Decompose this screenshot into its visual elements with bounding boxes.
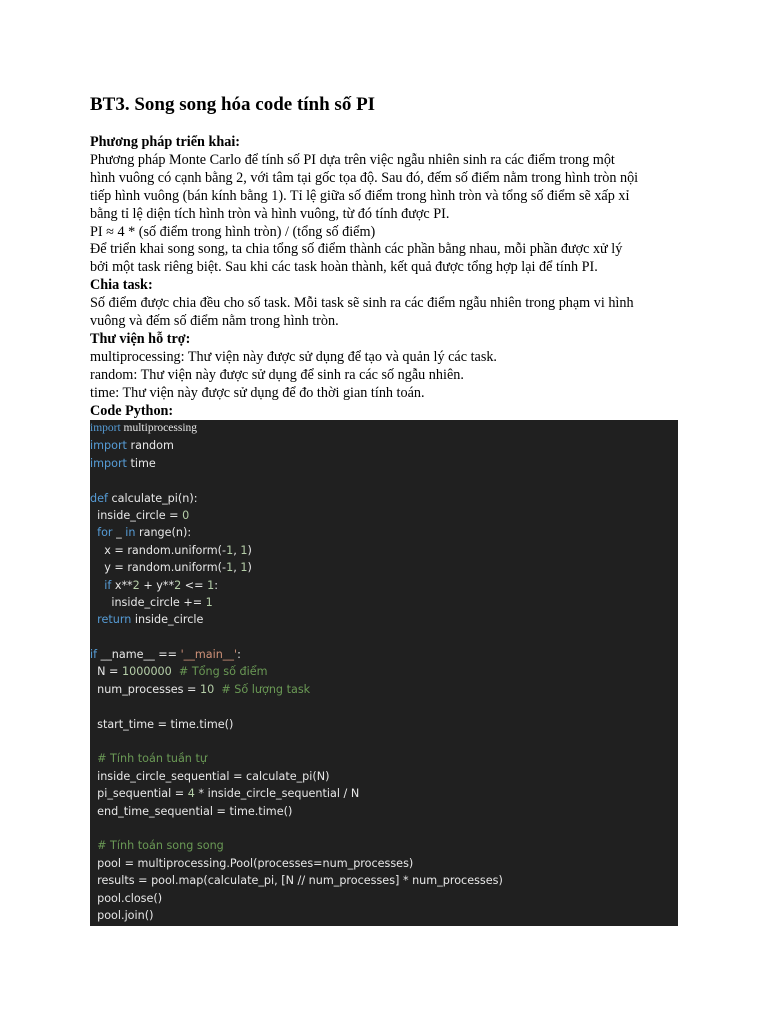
code-number: 2 — [174, 578, 182, 592]
code-token: results = pool.map(calculate_pi, [N // num_processes] * num_processes) — [90, 874, 503, 888]
code-line — [90, 750, 678, 767]
code-token: range(n): — [135, 526, 192, 540]
code-line — [90, 420, 678, 437]
code-token: multiprocessing — [120, 422, 198, 434]
method-line: Để triển khai song song, ta chia tổng số điểm thành các phần bằng nhau, mỗi phần được xử lý — [90, 241, 623, 258]
code-keyword: for — [97, 526, 113, 540]
code-block — [90, 420, 678, 926]
code-token: * inside_circle_sequential / N — [194, 787, 360, 801]
code-keyword: if — [104, 578, 112, 592]
code-token: ) — [247, 561, 252, 575]
code-line — [90, 611, 678, 628]
code-line — [90, 646, 678, 663]
code-number: 0 — [182, 508, 190, 522]
code-line — [90, 577, 678, 594]
code-line — [90, 837, 678, 854]
code-heading: Code Python: — [90, 402, 174, 419]
code-token: pool = multiprocessing.Pool(processes=num_processes) — [90, 856, 414, 870]
code-number: 1 — [240, 543, 248, 557]
code-keyword: import — [90, 422, 121, 434]
code-number: 4 — [187, 787, 195, 801]
code-line — [90, 455, 678, 472]
task-heading: Chia task: — [90, 277, 153, 294]
method-line: Phương pháp Monte Carlo để tính số PI dựa trên việc ngẫu nhiên sinh ra các điểm trong một — [90, 151, 615, 168]
code-line — [90, 524, 678, 541]
code-token — [172, 665, 179, 678]
code-token: , — [233, 561, 241, 575]
code-keyword: in — [125, 526, 136, 540]
code-number: 1 — [226, 543, 234, 557]
code-number: 1 — [240, 561, 248, 575]
code-token: x** — [111, 578, 133, 592]
code-token: <= — [181, 578, 208, 592]
method-line: tiếp hình vuông (bán kính bằng 1). Tỉ lệ giữa số điểm trong hình tròn và tổng số điểm sẽ xấp xỉ — [90, 187, 630, 204]
library-heading: Thư viện hỗ trợ: — [90, 330, 191, 347]
code-line — [90, 803, 678, 820]
code-keyword: def — [90, 491, 108, 505]
code-token: , — [233, 543, 241, 557]
code-token: + y** — [139, 578, 175, 592]
code-token: inside_circle = — [90, 508, 183, 522]
code-token: calculate_pi(n): — [107, 491, 198, 505]
method-line: bởi một task riêng biệt. Sau khi các task hoàn thành, kết quả được tổng hợp lại để tính PI. — [90, 259, 598, 276]
code-token: random — [126, 439, 174, 453]
code-token: inside_circle_sequential = calculate_pi(N) — [90, 769, 330, 783]
code-line — [90, 542, 678, 559]
code-token: end_time_sequential = time.time() — [90, 804, 293, 818]
code-token: pi_sequential = — [90, 787, 188, 801]
code-line — [90, 437, 678, 454]
code-comment: # Tính toán song song — [97, 839, 224, 853]
code-token: N = — [90, 665, 122, 679]
code-keyword: import — [90, 456, 127, 470]
code-line — [90, 472, 678, 489]
code-comment: # Số lượng task — [221, 682, 311, 696]
code-number: 1 — [205, 595, 213, 609]
code-number: 1000000 — [121, 665, 172, 679]
code-string: '__main__' — [180, 648, 238, 662]
code-line — [90, 681, 678, 698]
code-number: 1 — [226, 561, 234, 575]
code-token: num_processes = — [90, 682, 200, 696]
code-token: x = random.uniform(- — [90, 543, 227, 557]
code-line — [90, 698, 678, 715]
code-line — [90, 559, 678, 576]
code-token: __name__ == — [97, 648, 181, 662]
code-line — [90, 733, 678, 750]
code-line — [90, 663, 678, 680]
code-line — [90, 872, 678, 889]
code-number: 10 — [199, 682, 215, 696]
code-token: time — [126, 456, 156, 470]
code-token: : — [237, 648, 241, 662]
code-line — [90, 629, 678, 646]
code-token: pool.close() — [90, 891, 163, 905]
code-keyword: if — [90, 648, 98, 662]
code-number: 1 — [207, 578, 215, 592]
code-token: y = random.uniform(- — [90, 561, 227, 575]
code-comment: # Tính toán tuần tự — [97, 752, 207, 766]
code-token — [90, 579, 104, 592]
code-line — [90, 820, 678, 837]
method-line: hình vuông có cạnh bằng 2, với tâm tại gốc tọa độ. Sau đó, đếm số điểm nằm trong hình tròn nội — [90, 169, 639, 186]
method-heading: Phương pháp triển khai: — [90, 134, 241, 150]
code-number: 2 — [132, 578, 140, 592]
code-token: ) — [247, 543, 252, 557]
code-keyword: import — [90, 439, 127, 453]
code-token: pool.join() — [90, 908, 154, 922]
code-line — [90, 716, 678, 733]
code-line — [90, 507, 678, 524]
code-line — [90, 907, 678, 924]
method-line: bằng tỉ lệ diện tích hình tròn và hình vuông, từ đó tính được PI. — [90, 205, 450, 222]
code-line — [90, 594, 678, 611]
code-line — [90, 785, 678, 802]
code-comment: # Tổng số điểm — [178, 665, 268, 679]
pi-formula: PI ≈ 4 * (số điểm trong hình tròn) / (tổng số điểm) — [90, 223, 376, 240]
code-token: inside_circle — [131, 613, 204, 627]
task-line: Số điểm được chia đều cho số task. Mỗi task sẽ sinh ra các điểm ngẫu nhiên trong phạm vi hình — [90, 295, 634, 312]
code-keyword: return — [97, 613, 132, 627]
code-line — [90, 855, 678, 872]
document-title: BT3. Song song hóa code tính số PI — [90, 94, 376, 115]
code-token: start_time = time.time() — [90, 717, 234, 731]
code-token: inside_circle += — [90, 595, 206, 609]
document-body — [90, 134, 678, 421]
task-line: vuông và đếm số điểm nằm trong hình tròn. — [90, 313, 339, 330]
library-line: random: Thư viện này được sử dụng để sinh ra các số ngẫu nhiên. — [90, 366, 464, 383]
library-line: time: Thư viện này được sử dụng để đo thời gian tính toán. — [90, 384, 425, 401]
code-line — [90, 890, 678, 907]
code-line — [90, 490, 678, 507]
code-token: _ — [112, 526, 126, 540]
code-line — [90, 768, 678, 785]
library-line: multiprocessing: Thư viện này được sử dụng để tạo và quản lý các task. — [90, 348, 497, 365]
code-token: : — [214, 578, 218, 592]
